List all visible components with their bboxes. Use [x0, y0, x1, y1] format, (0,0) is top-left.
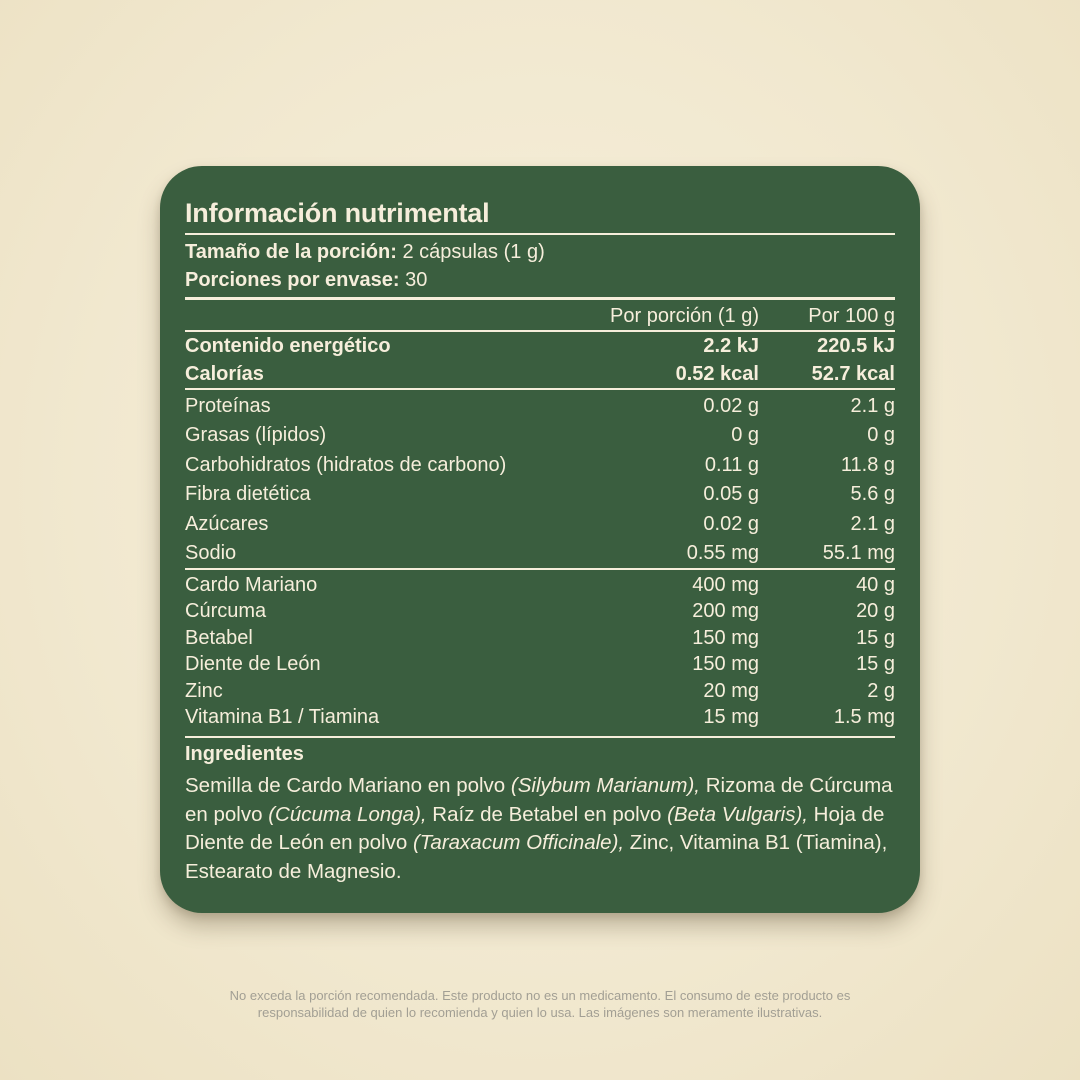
per-serving-value: 0.11 g	[704, 453, 759, 476]
per-100-value: 5.6 g	[850, 483, 895, 506]
per-serving-value: 400 mg	[692, 574, 759, 596]
table-row	[185, 680, 895, 706]
serving-size-value: 2 cápsulas (1 g)	[402, 241, 545, 263]
title-divider	[185, 233, 895, 235]
ingredient-text-segment: Raíz de Betabel en polvo	[426, 802, 668, 826]
per-100-value: 40 g	[856, 574, 895, 596]
disclaimer-line: responsabilidad de quien lo recomienda y quien lo usa. Las imágenes son meramente ilustrativas.	[257, 1005, 823, 1020]
per-serving-value: 0.02 g	[703, 395, 759, 417]
per-serving-value: 0.02 g	[703, 512, 759, 535]
row-label: Vitamina B1 / Tiamina	[185, 706, 380, 728]
serving-size-label: Tamaño de la porción:	[185, 241, 397, 263]
columns-divider	[185, 330, 895, 332]
column-headers	[185, 305, 895, 331]
per-100-value: 2.1 g	[850, 512, 895, 535]
servings-per-container-value: 30	[405, 269, 428, 291]
row-label: Azúcares	[185, 512, 269, 535]
row-label: Sodio	[185, 542, 237, 564]
per-100-value: 1.5 mg	[833, 706, 895, 728]
per-100-header: Por 100 g	[808, 305, 895, 327]
disclaimer-line: No exceda la porción recomendada. Este producto no es un medicamento. El consumo de este producto es	[229, 988, 851, 1003]
per-serving-value: 0.52 kcal	[675, 363, 759, 385]
per-serving-value: 15 mg	[703, 706, 759, 728]
row-label: Betabel	[185, 626, 253, 649]
table-row	[185, 627, 895, 653]
disclaimer	[100, 987, 980, 1021]
per-100-value: 2.1 g	[850, 395, 895, 417]
row-label: Fibra dietética	[185, 483, 311, 506]
table-row	[185, 454, 895, 480]
ingredient-text-segment: Zinc, Vitamina B1 (Tiamina), Estearato de Magnesio.	[185, 831, 888, 883]
ingredient-text-segment: Hoja de Diente de León en polvo	[185, 802, 885, 854]
ingredient-scientific-name: (Cúcuma Longa),	[268, 802, 427, 826]
per-serving-value: 150 mg	[692, 626, 759, 649]
per-100-value: 55.1 mg	[822, 542, 895, 564]
nutrients-divider	[185, 568, 895, 570]
row-label: Zinc	[185, 679, 223, 702]
per-serving-value: 0 g	[731, 424, 759, 447]
per-100-value: 11.8 g	[840, 453, 895, 476]
per-serving-value: 0.05 g	[703, 483, 759, 506]
table-row	[185, 706, 895, 732]
actives-divider	[185, 736, 895, 738]
ingredient-text-segment: Rizoma de Cúrcuma en polvo	[185, 774, 893, 826]
table-row	[185, 542, 895, 568]
per-100-value: 15 g	[856, 653, 895, 676]
row-label: Cardo Mariano	[185, 574, 318, 596]
per-serving-header: Por porción (1 g)	[610, 305, 759, 327]
table-row	[185, 600, 895, 626]
table-row	[185, 335, 895, 361]
ingredients-title: Ingredientes	[185, 743, 304, 765]
per-serving-value: 200 mg	[692, 600, 759, 623]
ingredient-scientific-name: (Beta Vulgaris),	[667, 802, 808, 826]
table-row	[185, 363, 895, 389]
row-label: Calorías	[185, 363, 264, 385]
table-row	[185, 513, 895, 539]
per-100-value: 0 g	[867, 424, 895, 447]
ingredient-scientific-name: (Taraxacum Officinale),	[412, 831, 625, 854]
per-100-value: 220.5 kJ	[817, 335, 895, 357]
table-row	[185, 483, 895, 509]
row-label: Carbohidratos (hidratos de carbono)	[185, 453, 507, 476]
nutrition-title: Información nutrimental	[185, 198, 490, 228]
serving-size-row	[185, 241, 545, 264]
ingredient-scientific-name: (Silybum Marianum),	[510, 774, 701, 797]
per-100-value: 15 g	[856, 626, 895, 649]
row-label: Grasas (lípidos)	[185, 424, 327, 447]
energy-divider	[185, 388, 895, 390]
servings-per-container-label: Porciones por envase:	[185, 269, 400, 291]
per-100-value: 52.7 kcal	[811, 363, 895, 385]
per-serving-value: 0.55 mg	[686, 542, 759, 564]
table-row	[185, 395, 895, 421]
row-label: Contenido energético	[185, 335, 391, 357]
per-serving-value: 150 mg	[692, 653, 759, 676]
row-label: Cúrcuma	[185, 600, 267, 623]
per-100-value: 20 g	[856, 600, 895, 623]
ingredient-text-segment: Semilla de Cardo Mariano en polvo	[185, 774, 511, 797]
per-serving-value: 2.2 kJ	[703, 335, 759, 357]
table-row	[185, 574, 895, 600]
row-label: Proteínas	[185, 395, 271, 417]
per-100-value: 2 g	[867, 679, 895, 702]
table-row	[185, 424, 895, 450]
ingredients-text	[185, 772, 897, 886]
per-serving-value: 20 mg	[703, 679, 759, 702]
nutrition-facts-card	[160, 166, 920, 913]
servings-per-container-row	[185, 269, 427, 292]
table-row	[185, 653, 895, 679]
header-divider	[185, 297, 895, 300]
row-label: Diente de León	[185, 653, 321, 676]
